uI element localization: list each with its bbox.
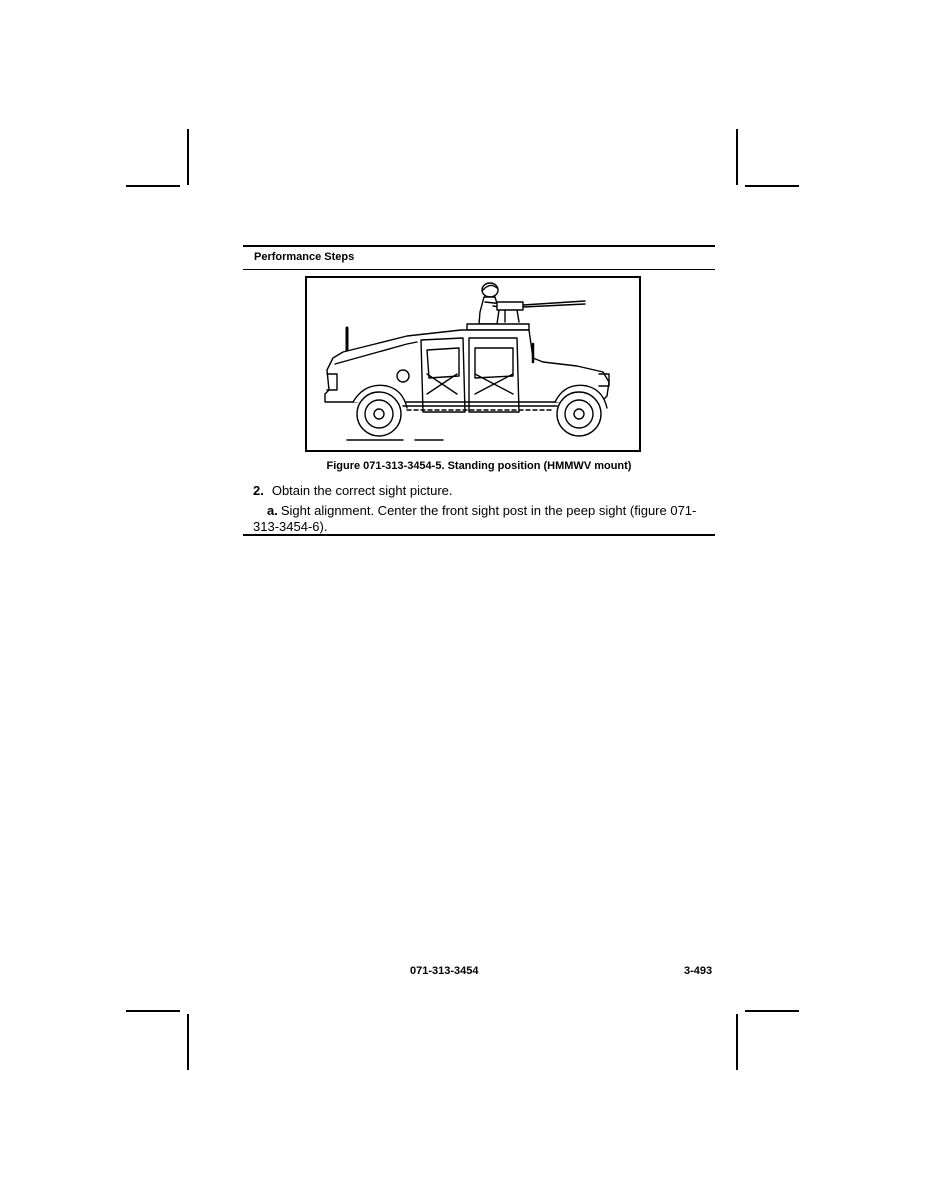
header-bottom-rule [243,269,715,270]
figure-frame [305,276,641,452]
crop-mark-top-left-vertical [187,129,189,185]
crop-mark-bottom-left-vertical [187,1014,189,1070]
crop-mark-bottom-right-horizontal [745,1010,799,1012]
figure-caption: Figure 071-313-3454-5. Standing position (HMMWV mount) [326,460,632,472]
section-bottom-rule [243,534,715,536]
hmmwv-gunner-illustration [307,278,639,450]
substep-text: Sight alignment. Center the front sight post in the peep sight (figure 071-313-3454-6). [253,503,697,534]
footer-task-number: 071-313-3454 [410,965,479,977]
step-2 [253,483,453,498]
crop-mark-top-left-horizontal [126,185,180,187]
step-number: 2. [253,483,264,498]
crop-mark-bottom-right-vertical [736,1014,738,1070]
header-top-rule [243,245,715,247]
crop-mark-top-right-horizontal [745,185,799,187]
crop-mark-top-right-vertical [736,129,738,185]
footer-page-number: 3-493 [684,965,713,977]
substep-a [253,503,715,535]
substep-letter: a. [267,503,278,518]
step-text: Obtain the correct sight picture. [271,483,453,498]
crop-mark-bottom-left-horizontal [126,1010,180,1012]
section-header: Performance Steps [254,251,355,263]
